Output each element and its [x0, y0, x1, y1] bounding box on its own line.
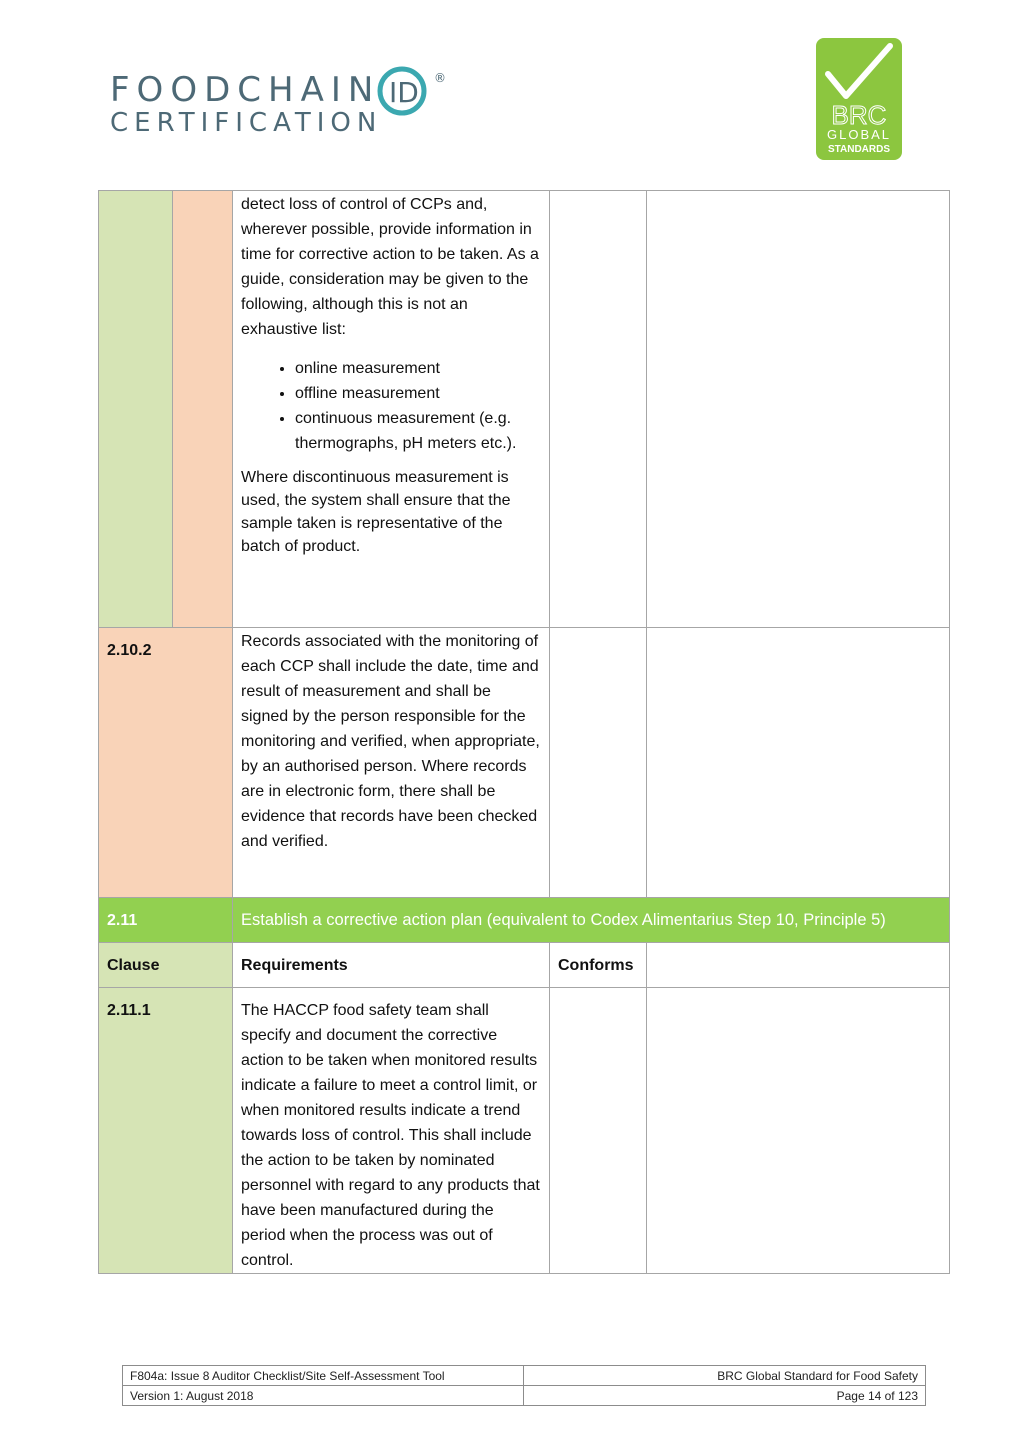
foodchain-certification-logo [110, 60, 470, 140]
list-item: • continuous measurement (e.g. thermographs, pH meters etc.). [295, 406, 541, 456]
brc-global-standards-logo [816, 38, 902, 160]
list-item: • online measurement [295, 356, 541, 381]
conforms-cell[interactable] [550, 191, 647, 628]
requirement-outro: Where discontinuous measurement is used, the system shall ensure that the sample taken is representative of the batch of product. [241, 469, 511, 555]
requirement-intro: detect loss of control of CCPs and, wherever possible, provide information in time for corrective action to be taken. As a guide, consideration may be given to the following, although this is not an exhaustive list: [241, 196, 539, 338]
clause-number: 2.10.2 [99, 628, 233, 898]
clause-cell-green [99, 191, 173, 628]
comments-cell[interactable] [647, 988, 950, 1274]
brc-standards-text: STANDARDS [827, 144, 891, 155]
column-header-row [99, 943, 950, 988]
brc-text: BRC [831, 100, 887, 130]
footer-doc-title: F804a: Issue 8 Auditor Checklist/Site Self-Assessment Tool [123, 1366, 524, 1386]
section-number: 2.11 [99, 898, 233, 943]
id-ring-icon [372, 64, 472, 118]
measurement-list [241, 356, 541, 456]
list-item: • offline measurement [295, 381, 541, 406]
conforms-cell[interactable] [550, 628, 647, 898]
requirement-cell: The HACCP food safety team shall specify and document the corrective action to be taken when monitored results indicate a failure to meet a control limit, or when monitored results indicate a trend towards loss of control. This shall include the action to be taken by nominated personnel with regard to any products that have been manufactured during the period when the process was out of control. [233, 988, 550, 1274]
conforms-header: Conforms [550, 943, 647, 988]
section-title: Establish a corrective action plan (equivalent to Codex Alimentarius Step 10, Principle 5) [233, 898, 950, 943]
requirement-cell [233, 191, 550, 628]
table-row [99, 191, 950, 628]
logo-text-certification: CERTIFICATION [110, 108, 383, 138]
footer-page-number: Page 14 of 123 [524, 1386, 926, 1406]
page-footer [122, 1365, 926, 1406]
registered-mark: ® [434, 71, 446, 85]
requirement-cell: Records associated with the monitoring of each CCP shall include the date, time and result of measurement and shall be signed by the person responsible for the monitoring and verified, when appropriate, by an authorised person. Where records are in electronic form, there shall be evidence that records have been checked and verified. [233, 628, 550, 898]
clause-number: 2.11.1 [99, 988, 233, 1274]
footer-standard: BRC Global Standard for Food Safety [524, 1366, 926, 1386]
table-row [99, 628, 950, 898]
requirements-header: Requirements [233, 943, 550, 988]
clause-cell-peach [173, 191, 233, 628]
section-header-row [99, 898, 950, 943]
conforms-cell[interactable] [550, 988, 647, 1274]
table-row [99, 988, 950, 1274]
clause-header: Clause [99, 943, 233, 988]
comments-cell[interactable] [647, 628, 950, 898]
comments-header [647, 943, 950, 988]
brc-global-text: GLOBAL [826, 127, 892, 142]
footer-version: Version 1: August 2018 [123, 1386, 524, 1406]
logo-text-foodchain: FOODCHAIN [110, 70, 381, 110]
checklist-table [98, 190, 950, 1274]
comments-cell[interactable] [647, 191, 950, 628]
logo-id-text: ID [389, 76, 419, 109]
